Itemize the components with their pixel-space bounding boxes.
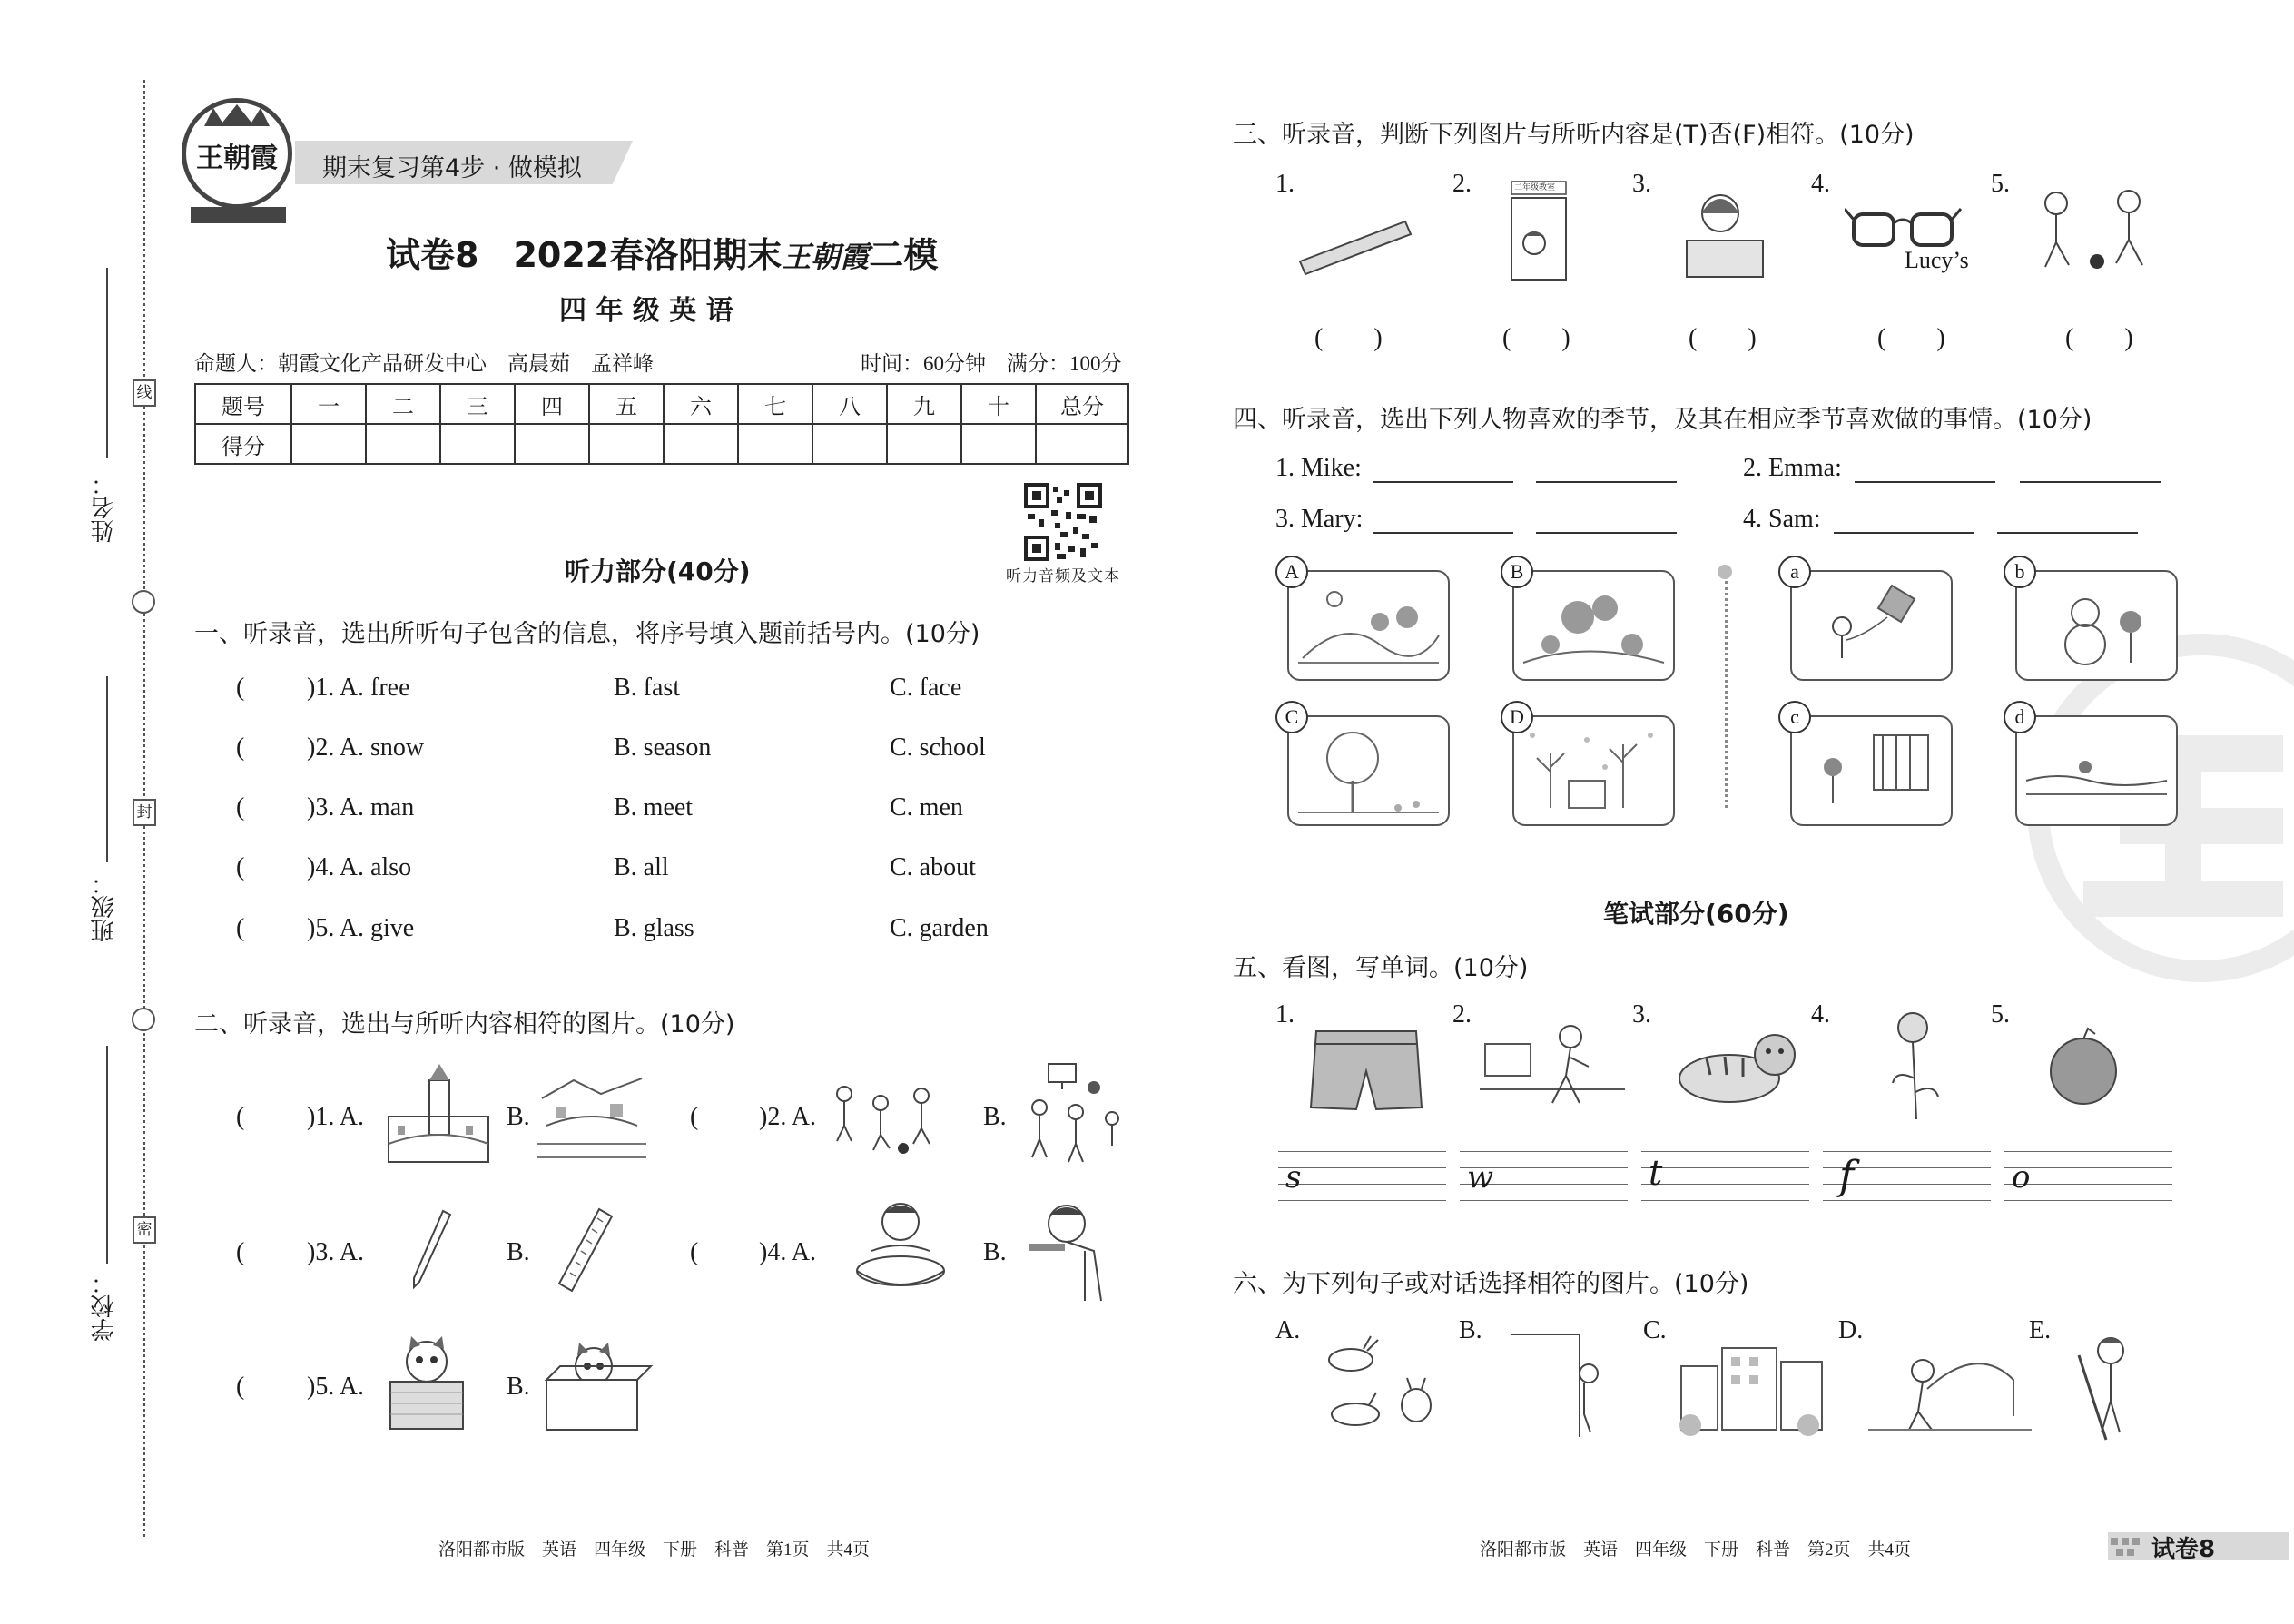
section6-title: 六、为下列句子或对话选择相符的图片。(10分) [1233,1270,1749,1298]
first-letter: t [1649,1153,1663,1193]
answer-bracket[interactable]: ( [236,733,245,762]
score-table [194,383,1129,465]
score-cell[interactable] [961,424,1036,464]
qr-code-icon[interactable] [1024,483,1102,561]
activity-blank[interactable] [2020,481,2161,483]
option-b: B. meet [614,793,694,822]
kids-playing-football-picture[interactable] [826,1076,953,1162]
score-header-cell: 九 [887,384,961,424]
item-label: )2. A. [759,1103,816,1131]
activity-label: b [2004,556,2036,588]
item-number: 4. [1811,1000,1830,1029]
score-cell[interactable] [812,424,887,464]
classroom-door-picture[interactable] [1502,178,1575,282]
activity-picture-picking[interactable] [1790,715,1953,826]
option-b-label: B. [983,1103,1007,1131]
class-label: 班级： [91,871,118,942]
option-a: )3. A. man [307,793,415,822]
answer-bracket[interactable]: ( [690,1103,699,1131]
score-cell[interactable] [589,424,664,464]
cat-in-box-picture[interactable] [386,1334,468,1434]
tiger-picture[interactable] [1670,1026,1807,1112]
season-blank[interactable] [1373,532,1513,534]
first-letter: s [1285,1159,1302,1196]
seal-mark-seal: 封 [133,799,156,826]
section4-title: 四、听录音，选出下列人物喜欢的季节，及其在相应季节喜欢做的事情。(10分) [1233,406,2092,434]
season-picture-winter[interactable] [1512,715,1675,826]
option-a: )1. A. free [307,674,410,702]
score-header-cell: 四 [515,384,589,424]
activity-picture-kite[interactable] [1790,570,1953,681]
picture-label: E. [2029,1316,2052,1344]
logo-text: 王朝霞 [196,143,278,174]
lucys-label: Lucy’s [1905,247,1969,273]
brand-logo [182,98,292,209]
person-label: 4. Sam: [1743,505,1821,533]
score-cell[interactable] [366,424,440,464]
picture-label: C. [1643,1316,1667,1344]
girl-sweeping-picture[interactable] [2070,1333,2142,1446]
season-label: B [1501,556,1533,588]
authors: 命题人：朝霞文化产品研发中心 高晨茹 孟祥峰 [194,352,654,375]
item-number: 3. [1632,170,1651,198]
item-label: )1. A. [307,1103,364,1131]
girl-at-desk-picture[interactable] [1679,186,1770,281]
option-b: B. fast [614,674,681,702]
option-a: )5. A. give [307,914,415,942]
score-header-cell: 八 [812,384,887,424]
binding-hole-icon [132,590,155,614]
option-c: C. garden [890,914,989,942]
logo-ribbon [191,207,286,223]
writing-grid[interactable] [1641,1151,1809,1206]
option-c: C. face [890,674,962,702]
qr-caption: 听力音频及文本 [1006,567,1120,585]
season-picture-spring[interactable] [1287,570,1450,681]
score-cell[interactable] [664,424,738,464]
item-number: 5. [1991,170,2010,198]
tf-answer-blank[interactable]: ( ) [1314,324,1383,352]
footer-left: 洛阳都市版 英语 四年级 下册 科普 第1页 共4页 [438,1540,871,1560]
school-label: 学校： [91,1271,118,1342]
answer-bracket[interactable]: ( [236,674,245,702]
option-c: C. school [890,733,986,762]
footer-squares-icon [2111,1536,2147,1558]
person-label: 1. Mike: [1275,454,1362,482]
score-header-cell: 三 [440,384,515,424]
season-label: D [1501,701,1533,733]
footer-tag: 试卷8 [2151,1536,2216,1563]
season-blank[interactable] [1373,481,1513,483]
season-picture-summer[interactable] [1512,570,1675,681]
option-b: B. season [614,733,712,762]
season-blank[interactable] [1855,481,1995,483]
activity-label: a [1778,556,1811,588]
option-b-label: B. [507,1373,530,1401]
answer-bracket[interactable]: ( [236,853,245,881]
activity-label: c [1778,701,1811,733]
activity-blank[interactable] [1536,532,1677,534]
boy-fishing-picture[interactable] [1868,1343,2032,1434]
answer-bracket[interactable]: ( [236,1103,245,1131]
exam-title [386,227,938,277]
score-header-cell: 二 [366,384,440,424]
first-letter: w [1467,1159,1494,1196]
option-b-label: B. [507,1103,530,1131]
answer-bracket[interactable]: ( [236,1238,245,1266]
writing-heading: 笔试部分(60分) [1603,899,1789,929]
section3-title: 三、听录音，判断下列图片与所听内容是(T)否(F)相符。(10分) [1233,121,1915,149]
boy-brushing-teeth-picture[interactable] [1021,1196,1121,1305]
answer-bracket[interactable]: ( [236,793,245,822]
picture-label: A. [1275,1316,1301,1344]
time-info: 时间：60分钟 满分：100分 [861,352,1122,375]
tf-answer-blank[interactable]: ( ) [1502,324,1570,352]
item-number: 1. [1275,1000,1295,1029]
section1-title: 一、听录音，选出所听句子包含的信息，将序号填入题前括号内。(10分) [194,620,980,648]
step-banner-text: 期末复习第4步 · 做模拟 [322,154,582,182]
answer-bracket[interactable]: ( [236,914,245,942]
rabbits-picture[interactable] [1314,1333,1442,1437]
activity-picture-snowman[interactable] [2015,570,2178,681]
first-letter: o [2012,1159,2031,1196]
first-letter: f [1839,1153,1855,1199]
season-blank[interactable] [1834,532,1974,534]
class-blank [106,676,108,862]
footer-right: 洛阳都市版 英语 四年级 下册 科普 第2页 共4页 [1480,1540,1912,1560]
item-number: 2. [1452,1000,1472,1029]
section2-title: 二、听录音，选出与所听内容相符的图片。(10分) [194,1010,735,1038]
ruler-picture[interactable] [1296,218,1414,281]
orange-picture[interactable] [2043,1021,2124,1112]
door-sign-text: 二年级教室 [1514,183,1556,192]
exam-title-suffix: 二模 [869,235,939,275]
answer-bracket[interactable]: ( [236,1373,245,1401]
section5-title: 五、看图，写单词。(10分) [1233,954,1529,982]
option-c: C. about [890,853,976,881]
item-number: 5. [1991,1000,2010,1029]
item-number: 3. [1632,1000,1651,1029]
listening-heading: 听力部分(40分) [565,556,751,586]
boys-playing-football-picture[interactable] [2029,183,2165,279]
season-picture-autumn[interactable] [1287,715,1450,826]
boy-running-picture[interactable] [1480,1017,1625,1121]
buildings-park-picture[interactable] [1672,1339,1826,1439]
option-b-label: B. [983,1238,1007,1266]
pencil-picture[interactable] [407,1207,452,1294]
score-cell[interactable] [515,424,589,464]
option-c: C. men [890,793,963,822]
river-bridge-picture[interactable] [537,1071,646,1166]
shorts-picture[interactable] [1307,1026,1425,1117]
score-header-cell: 总分 [1036,384,1128,424]
score-header-cell: 一 [291,384,366,424]
exam-subtitle: 四 年 级 英 语 [559,295,733,327]
writing-grid[interactable] [1278,1151,1446,1206]
score-cell[interactable] [440,424,515,464]
score-header-cell: 十 [961,384,1036,424]
score-cell[interactable] [1036,424,1128,464]
season-label: C [1275,701,1308,733]
person-label: 2. Emma: [1743,454,1842,482]
score-header-cell: 六 [664,384,738,424]
option-b: B. all [614,853,669,881]
option-b: B. glass [614,914,694,942]
tf-answer-blank[interactable]: ( ) [1689,324,1757,352]
tf-answer-blank[interactable]: ( ) [1877,324,1945,352]
activity-label: d [2004,701,2036,733]
season-label: A [1275,556,1308,588]
option-a: )2. A. snow [307,733,425,762]
activity-picture-swimming[interactable] [2015,715,2178,826]
score-header-cell: 七 [738,384,812,424]
boy-behind-door-picture[interactable] [1507,1333,1607,1442]
score-cell[interactable] [738,424,812,464]
name-label: 姓名： [91,472,118,543]
castle-picture[interactable] [379,1062,497,1166]
cat-in-open-box-picture[interactable] [537,1339,655,1434]
picture-label: B. [1459,1316,1482,1344]
score-row-label: 得分 [195,424,291,464]
binding-hole-icon [132,1008,155,1031]
exam-title-brand: 王朝霞 [782,240,870,274]
answer-bracket[interactable]: ( [690,1238,699,1266]
item-number: 4. [1811,170,1830,198]
option-a: )4. A. also [307,853,412,881]
item-number: 1. [1275,170,1295,198]
score-cell[interactable] [887,424,961,464]
seal-mark-secret: 密 [133,1216,156,1244]
name-blank [106,268,108,458]
exam-title-main: 试卷8 2022春洛阳期末 [386,235,783,275]
person-label: 3. Mary: [1275,505,1364,533]
item-label: )3. A. [307,1238,364,1266]
item-number: 2. [1452,170,1472,198]
score-header-cell: 题号 [195,384,291,424]
score-cell[interactable] [291,424,366,464]
item-label: )4. A. [759,1238,816,1266]
sun-divider-icon [1711,558,1738,586]
picture-label: D. [1838,1316,1864,1344]
ruler-picture[interactable] [552,1207,615,1294]
seal-mark-line: 线 [133,379,156,407]
option-b-label: B. [507,1238,530,1266]
activity-blank[interactable] [1536,481,1677,483]
logo-crown-icon [186,101,288,128]
activity-blank[interactable] [1997,532,2138,534]
tf-answer-blank[interactable]: ( ) [2065,324,2133,352]
kids-playing-basketball-picture[interactable] [1012,1062,1130,1166]
divider-dotted-line [1725,581,1728,808]
boy-washing-face-picture[interactable] [844,1196,962,1301]
score-header-cell: 五 [589,384,664,424]
item-label: )5. A. [307,1373,364,1401]
school-blank [106,1046,108,1264]
flower-picture[interactable] [1884,1006,1947,1124]
